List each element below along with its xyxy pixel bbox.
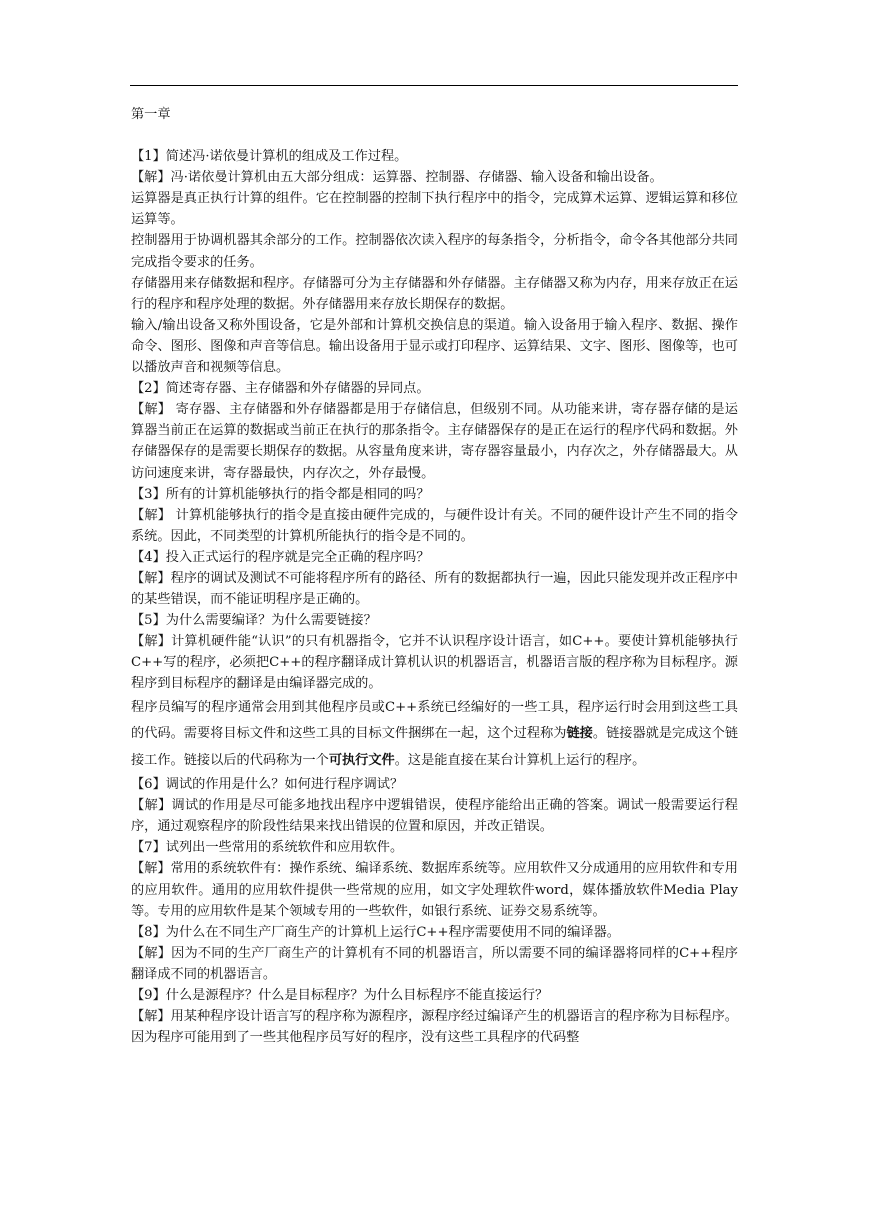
question-7: 【7】试列出一些常用的系统软件和应用软件。 [131, 840, 404, 856]
chapter-title: 第一章 [131, 107, 171, 122]
link-text-after: 。这是能直接在某台计算机上运行的程序。 [394, 752, 646, 768]
answer-8: 【解】因为不同的生产厂商生产的计算机有不同的机器语言，所以需要不同的编译器将同样的C++程序翻译成不同的机器语言。 [131, 945, 738, 982]
answer-1-io: 输入/输出设备又称外围设备，它是外部和计算机交换信息的渠道。输入设备用于输入程序、数据、操作命令、图形、图像和声音等信息。输出设备用于显示或打印程序、运算结果、文字、图形、图像等，也可以播放声音和视频等信息。 [131, 317, 738, 376]
answer-1-memory: 存储器用来存储数据和程序。存储器可分为主存储器和外存储器。主存储器又称为内存，用来存放正在运行的程序和程序处理的数据。外存储器用来存放长期保存的数据。 [131, 275, 738, 312]
question-2: 【2】简述寄存器、主存储器和外存储器的异同点。 [131, 381, 430, 397]
header-rule [130, 85, 738, 86]
link-text-middle: 。链接器就是完成这个链接工作。链接以后的代码称为一个 [131, 726, 739, 768]
answer-5-compile: 【解】计算机硬件能“认识”的只有机器指令，它并不认识程序设计语言，如C++。要使计算机能够执行C++写的程序，必须把C++的程序翻译成计算机认识的机器语言，机器语言版的程序称为目标程序。源程序到目标程序的翻译是由编译器完成的。 [131, 634, 738, 692]
answer-1-alu: 运算器是真正执行计算的组件。它在控制器的控制下执行程序中的指令，完成算术运算、逻辑运算和移位运算等。 [131, 191, 738, 228]
answer-1-intro: 【解】冯·诺依曼计算机由五大部分组成：运算器、控制器、存储器、输入设备和输出设备。 [131, 170, 663, 186]
question-6: 【6】调试的作用是什么？如何进行程序调试？ [131, 777, 404, 793]
keyword-executable-file: 可执行文件 [328, 752, 395, 768]
question-3: 【3】所有的计算机能够执行的指令都是相同的吗？ [131, 486, 430, 502]
question-5: 【5】为什么需要编译？为什么需要链接？ [131, 613, 377, 629]
question-8: 【8】为什么在不同生产厂商生产的计算机上运行C++程序需要使用不同的编译器。 [131, 924, 620, 940]
answer-2: 【解】 寄存器、主存储器和外存储器都是用于存储信息，但级别不同。从功能来讲，寄存器存储的是运算器当前正在运算的数据或当前正在执行的那条指令。主存储器保存的是正在运行的程序代码和数据。外存储器保存的是需要长期保存的数据。从容量角度来讲，寄存器容量最小，内存次之，外存储器最大。从访问速度来讲，寄存器最快，内存次之，外存最慢。 [131, 402, 738, 481]
question-9: 【9】什么是源程序？什么是目标程序？为什么目标程序不能直接运行？ [131, 987, 549, 1003]
question-1: 【1】简述冯·诺依曼计算机的组成及工作过程。 [131, 149, 408, 165]
answer-1-controller: 控制器用于协调机器其余部分的工作。控制器依次读入程序的每条指令，分析指令，命令各其他部分共同完成指令要求的任务。 [131, 233, 738, 270]
answer-4: 【解】程序的调试及测试不可能将程序所有的路径、所有的数据都执行一遍，因此只能发现并改正程序中的某些错误，而不能证明程序是正确的。 [131, 570, 738, 608]
link-text-before: 程序员编写的程序通常会用到其他程序员或C++系统已经编好的一些工具，程序运行时会用到这些工具的代码。需要将目标文件和这些工具的目标文件捆绑在一起，这个过程称为 [131, 699, 738, 742]
answer-7: 【解】常用的系统软件有：操作系统、编译系统、数据库系统等。应用软件又分成通用的应用软件和专用的应用软件。通用的应用软件提供一些常规的应用，如文字处理软件word，媒体播放软件Media Play等。专用的应用软件是某个领域专用的一些软件，如银行系统、证券交易系统等。 [131, 861, 738, 919]
answer-3: 【解】 计算机能够执行的指令是直接由硬件完成的，与硬件设计有关。不同的硬件设计产生不同的指令系统。因此，不同类型的计算机所能执行的指令是不同的。 [131, 507, 738, 544]
document-body [131, 104, 738, 1048]
answer-5-link [131, 695, 738, 775]
question-4: 【4】投入正式运行的程序就是完全正确的程序吗？ [131, 549, 430, 565]
answer-9: 【解】用某种程序设计语言写的程序称为源程序，源程序经过编译产生的机器语言的程序称为目标程序。因为程序可能用到了一些其他程序员写好的程序，没有这些工具程序的代码整 [131, 1009, 738, 1046]
answer-6: 【解】调试的作用是尽可能多地找出程序中逻辑错误，使程序能给出正确的答案。调试一般需要运行程序，通过观察程序的阶段性结果来找出错误的位置和原因，并改正错误。 [131, 798, 738, 835]
keyword-link: 链接 [566, 726, 593, 742]
